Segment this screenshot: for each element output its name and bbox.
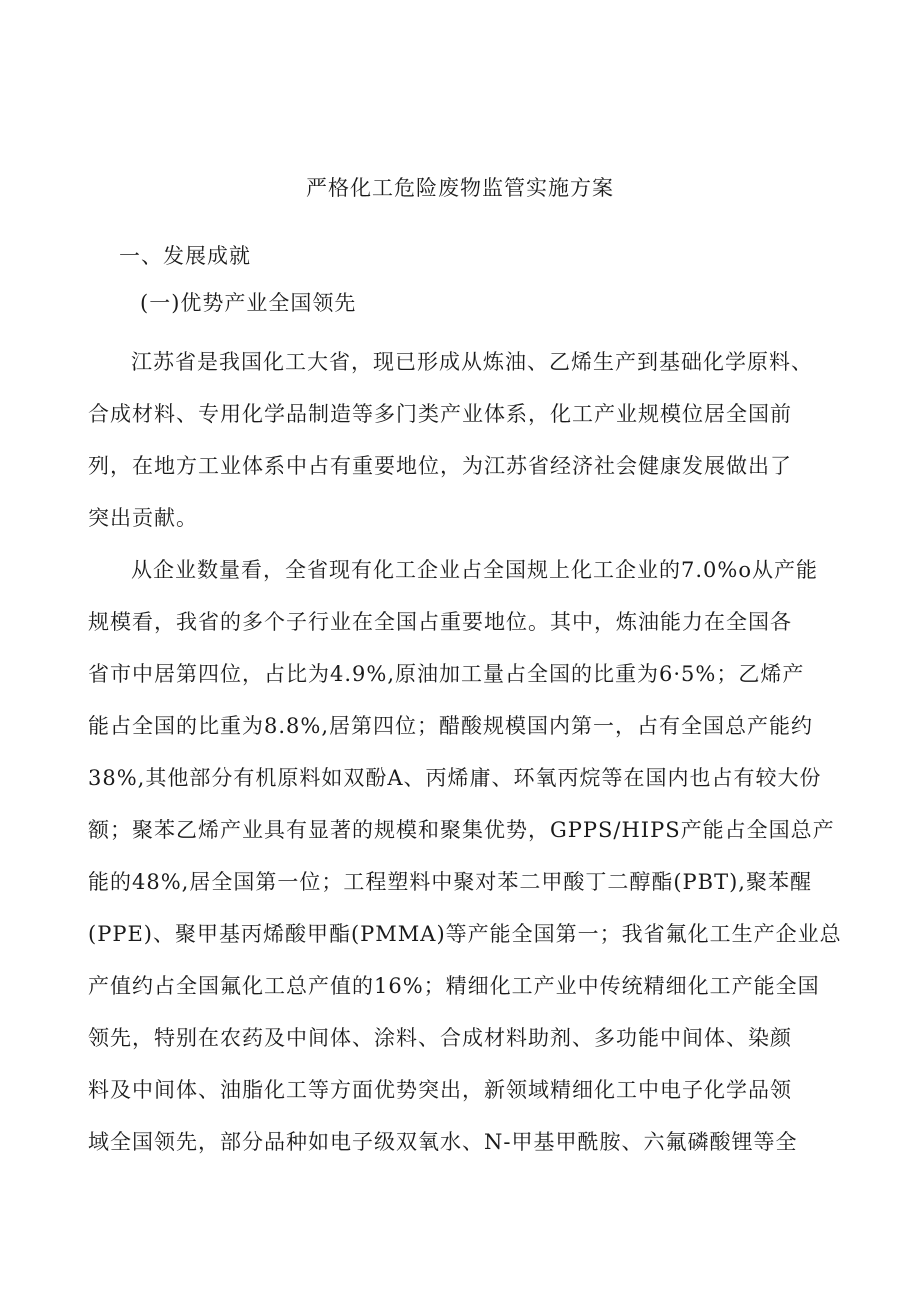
paragraph-line: 列，在地方工业体系中占有重要地位，为江苏省经济社会健康发展做出了 xyxy=(88,454,792,478)
paragraph-line: 能的48%,居全国第一位；工程塑料中聚对苯二甲酸丁二醇酯(PBT),聚苯醒 xyxy=(88,870,812,894)
paragraph-line: 额；聚苯乙烯产业具有显著的规模和聚集优势，GPPS/HIPS产能占全国总产 xyxy=(88,818,835,842)
paragraph-line: 规模看，我省的多个子行业在全国占重要地位。其中，炼油能力在全国各 xyxy=(88,610,792,634)
paragraph-line: 能占全国的比重为8.8%,居第四位；醋酸规模国内第一，占有全国总产能约 xyxy=(88,714,814,738)
paragraph-line: 38%,其他部分有机原料如双酚A、丙烯庸、环氧丙烷等在国内也占有较大份 xyxy=(88,766,822,790)
paragraph-line: 江苏省是我国化工大省，现已形成从炼油、乙烯生产到基础化学原料、 xyxy=(131,350,813,374)
paragraph-line: 领先，特别在农药及中间体、涂料、合成材料助剂、多功能中间体、染颜 xyxy=(88,1026,792,1050)
subsection-heading: (一)优势产业全国领先 xyxy=(140,291,357,315)
paragraph-line: 合成材料、专用化学品制造等多门类产业体系，化工产业规模位居全国前 xyxy=(88,402,792,426)
paragraph-line: 域全国领先，部分品种如电子级双氧水、N-甲基甲酰胺、六氟磷酸锂等全 xyxy=(88,1130,798,1154)
paragraph-line: 料及中间体、油脂化工等方面优势突出，新领域精细化工中电子化学品领 xyxy=(88,1078,792,1102)
section-heading: 一、发展成就 xyxy=(119,244,251,268)
paragraph-line: (PPE)、聚甲基丙烯酸甲酯(PMMA)等产能全国第一；我省氟化工生产企业总 xyxy=(88,922,842,946)
paragraph-line: 产值约占全国氟化工总产值的16%；精细化工产业中传统精细化工产能全国 xyxy=(88,974,820,998)
paragraph-1 xyxy=(88,336,848,544)
paragraph-line: 突出贡献。 xyxy=(88,506,198,530)
paragraph-line: 省市中居第四位，占比为4.9%,原油加工量占全国的比重为6·5%；乙烯产 xyxy=(88,662,805,686)
document-title: 严格化工危险废物监管实施方案 xyxy=(306,176,614,200)
paragraph-2 xyxy=(88,544,848,1168)
paragraph-line: 从企业数量看，全省现有化工企业占全国规上化工企业的7.0%o从产能 xyxy=(131,558,818,582)
